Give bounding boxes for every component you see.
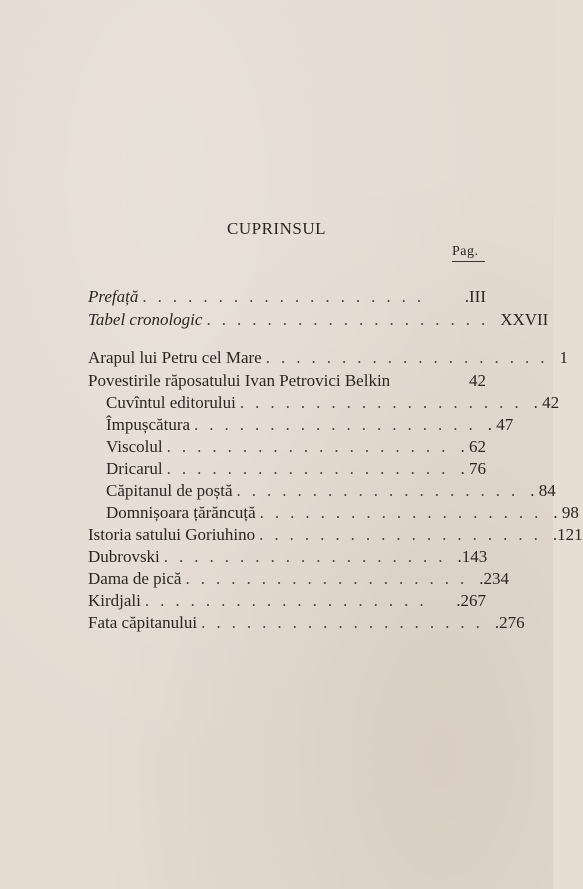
toc-leader-dots: ................... [185, 569, 476, 588]
toc-entry-page: .267 [456, 591, 486, 610]
toc-front-entry [88, 287, 486, 309]
toc-entry-page: .276 [494, 613, 525, 632]
toc-entry-title: Kirdjali [88, 591, 141, 610]
toc-subentry [106, 481, 556, 503]
toc-entry-title: Prefață [88, 287, 139, 306]
toc-front-entry [88, 310, 549, 332]
toc-entry-title: Viscolul [106, 437, 163, 456]
toc-leader-dots: ................... [259, 525, 549, 544]
toc-leader-dots: ................... [206, 310, 497, 329]
toc-subentry [106, 415, 514, 437]
toc-leader-dots: ................... [259, 503, 550, 522]
toc-entry-page: 1 [559, 348, 568, 367]
toc-entry-page: . 76 [460, 459, 486, 478]
toc-entry-title: Dubrovski [88, 547, 160, 566]
toc-entry [88, 547, 486, 569]
toc-subentry [106, 393, 560, 415]
toc-subentry [106, 459, 486, 481]
toc-entry-page: .121 [552, 525, 583, 544]
toc-entry-page: .143 [457, 547, 488, 566]
page-column-underline [452, 261, 485, 262]
toc-entry-title: Tabel cronologic [88, 310, 203, 329]
toc-subentry [106, 503, 579, 525]
toc-entry-page: .III [464, 287, 486, 306]
toc-entry-page: XXVII [500, 310, 549, 329]
toc-entry-title: Dama de pică [88, 569, 182, 588]
toc-entry-page: 42 [469, 371, 486, 390]
toc-entry-title: Povestirile răposatului Ivan Petrovici Belkin [88, 371, 391, 390]
toc-entry [88, 525, 583, 547]
toc-subentry [106, 437, 486, 459]
toc-leader-dots: ................... [166, 437, 457, 456]
toc-entry [88, 348, 568, 370]
toc-entry [88, 371, 486, 393]
toc-leader-dots: ................... [166, 459, 457, 478]
toc-entry-title: Fata căpitanului [88, 613, 198, 632]
toc-entry-page: . 47 [487, 415, 514, 434]
toc-leader-dots: ................... [194, 415, 484, 434]
toc-entry-page: . 42 [533, 393, 560, 412]
toc-entry-title: Dricarul [106, 459, 163, 478]
toc-entry-title: Căpitanul de poștă [106, 481, 233, 500]
toc-leader-dots: ................... [163, 547, 454, 566]
toc-entry [88, 613, 525, 635]
toc-entry-page: . 98 [553, 503, 579, 522]
toc-leader-dots: ................... [144, 591, 435, 610]
toc-entry-page: .234 [479, 569, 509, 588]
toc-entry-title: Arapul lui Petru cel Mare [88, 348, 262, 367]
toc-entry-title: Împușcătura [106, 415, 191, 434]
page-column-label: Pag. [452, 244, 479, 259]
toc-leader-dots: ................... [265, 348, 556, 367]
toc-leader-dots: ................... [201, 613, 491, 632]
toc-entry-title: Istoria satului Goriuhino [88, 525, 256, 544]
toc-entry-page: . 84 [530, 481, 556, 500]
toc-entry-title: Cuvîntul editorului [106, 393, 236, 412]
toc-entry [88, 569, 509, 591]
toc-leader-dots: ................... [142, 287, 433, 306]
page-title: CUPRINSUL [227, 219, 326, 238]
toc-entry [88, 591, 486, 613]
toc-leader-dots: ................... [236, 481, 527, 500]
toc-entry-title: Domnișoara țărăncuță [106, 503, 256, 522]
toc-entry-page: . 62 [460, 437, 486, 456]
toc-leader-dots: ................... [239, 393, 530, 412]
